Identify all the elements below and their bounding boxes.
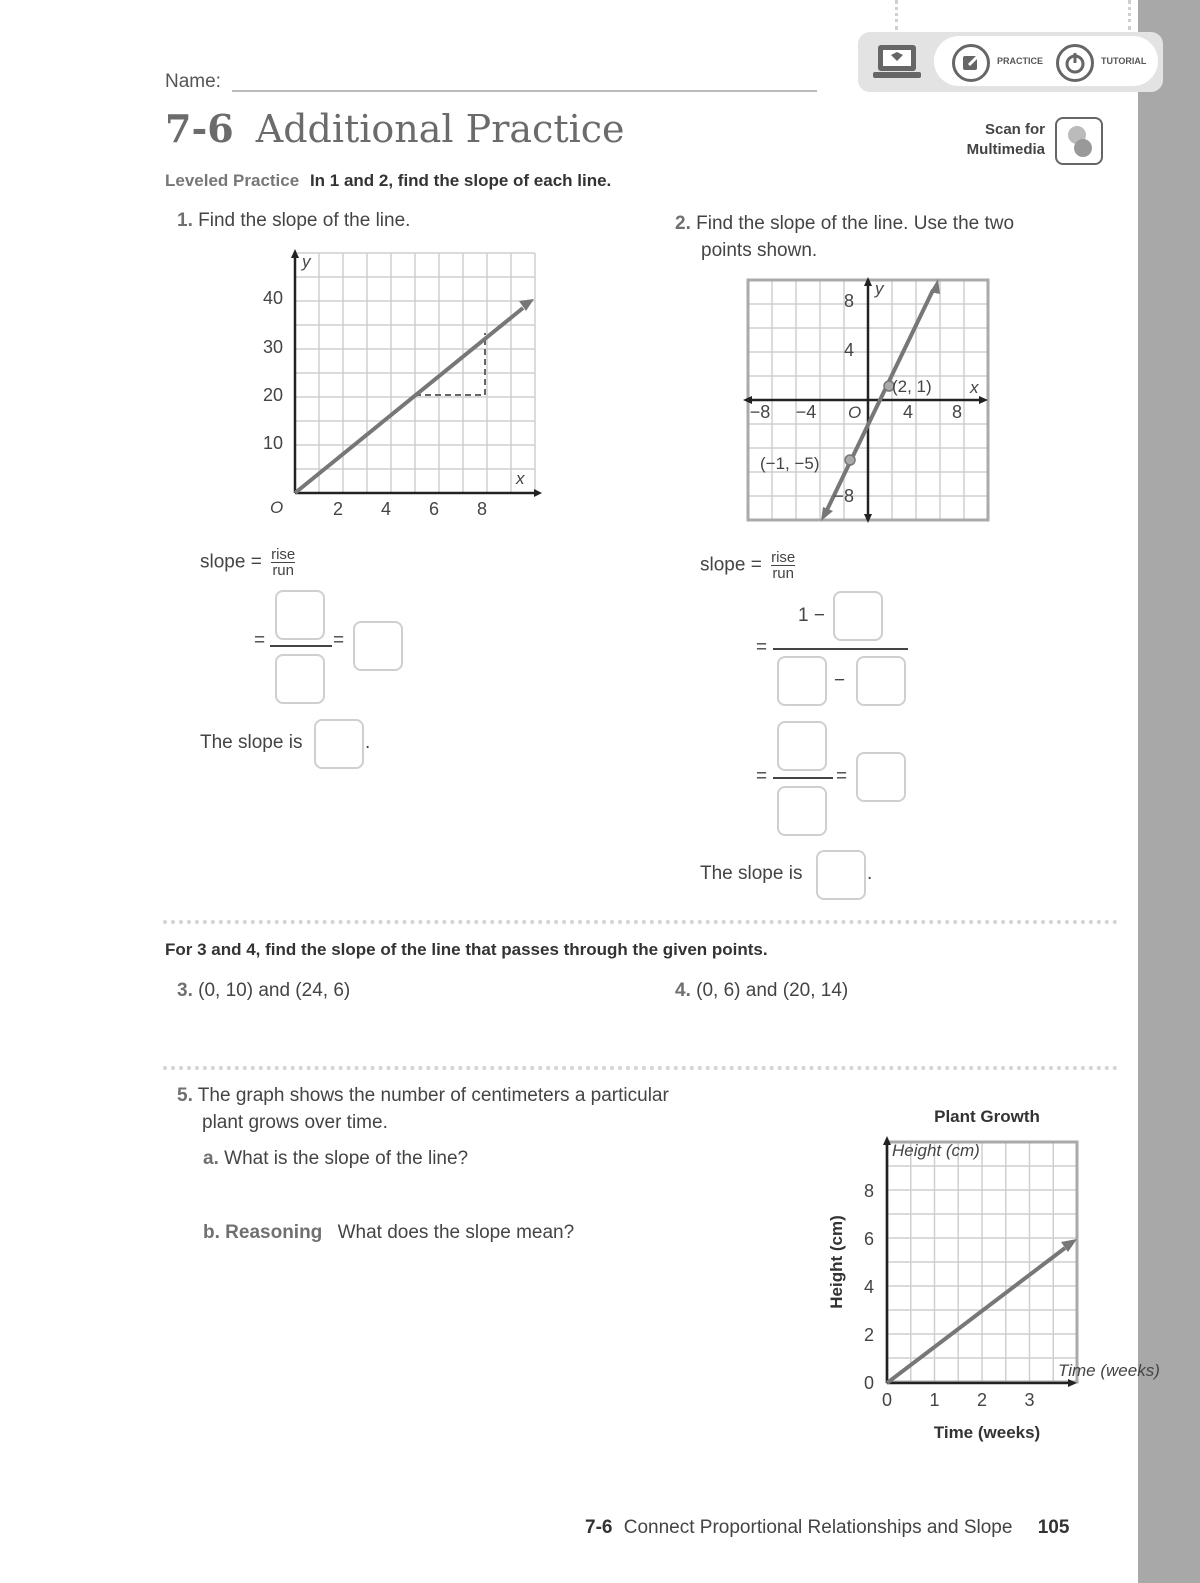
- part-label: b. Reasoning: [203, 1222, 323, 1243]
- x-tick-label: 8: [951, 402, 963, 422]
- tutorial-label[interactable]: TUTORIAL: [1101, 56, 1147, 66]
- plant-growth-chart: [825, 1100, 1160, 1450]
- y-tick-label: 6: [863, 1229, 874, 1249]
- practice-icon[interactable]: [952, 44, 990, 82]
- point-label: (−1, −5): [760, 454, 820, 473]
- x-tick-label: 4: [380, 499, 392, 519]
- x-tick-label: 1: [929, 1390, 940, 1410]
- x-tick-label: 0: [881, 1390, 893, 1410]
- name-field[interactable]: [232, 90, 817, 92]
- scan-for-multimedia: [940, 120, 1045, 160]
- problem-text: points shown.: [701, 240, 818, 261]
- period: .: [365, 732, 371, 753]
- divider: [1128, 0, 1131, 30]
- footer: [585, 1517, 1069, 1539]
- problem-5b: [203, 1222, 574, 1244]
- y-axis-title: Height (cm): [827, 1215, 846, 1309]
- fraction-bar: [773, 648, 908, 650]
- y-tick-label: 8: [863, 1181, 874, 1201]
- chart-title: Plant Growth: [934, 1107, 1040, 1126]
- y-tick-label: 0: [863, 1373, 874, 1393]
- answer-box-y1[interactable]: [833, 591, 883, 641]
- grid: [295, 253, 535, 493]
- lesson-number: 7-6: [165, 106, 234, 151]
- answer-box-run[interactable]: [777, 786, 827, 836]
- tick-labels: [864, 1181, 1035, 1410]
- instruction-text: In 1 and 2, find the slope of each line.: [309, 171, 612, 190]
- minus-sign: −: [834, 670, 846, 691]
- answer-box-final-1[interactable]: [314, 719, 364, 769]
- x-axis-title: Time (weeks): [933, 1423, 1041, 1442]
- answer-box-slope-value[interactable]: [353, 621, 403, 671]
- x-tick-label: 3: [1024, 1390, 1035, 1410]
- y-label: y: [302, 252, 311, 271]
- answer-box-run[interactable]: [275, 654, 325, 704]
- problem-2-prompt: [675, 210, 1014, 264]
- name-label: Name:: [165, 71, 221, 92]
- rise-text: rise: [771, 549, 796, 566]
- point-neg1-neg5: [845, 455, 855, 465]
- graph-line: [295, 308, 523, 493]
- y-label: Height (cm): [892, 1141, 980, 1160]
- answer-box-rise[interactable]: [275, 590, 325, 640]
- slope-label: slope =: [700, 554, 762, 576]
- rise-over-run: [771, 550, 795, 581]
- rise-text: rise: [271, 546, 296, 563]
- graph-line: [887, 1248, 1065, 1383]
- problem-text: plant grows over time.: [202, 1112, 388, 1133]
- numerator-text: 1 −: [798, 605, 825, 626]
- answer-box-final-2[interactable]: [816, 850, 866, 900]
- equals-sign: =: [333, 630, 345, 651]
- answer-prefix: The slope is: [200, 732, 303, 753]
- page-edge-bar: [1138, 0, 1200, 1583]
- graph-problem-1: [255, 245, 555, 535]
- qr-logo-icon[interactable]: [1055, 117, 1103, 165]
- laptop-icon[interactable]: [872, 42, 922, 82]
- answer-prefix: The slope is: [700, 863, 803, 884]
- problem-4: [675, 980, 848, 1002]
- answer-box-rise[interactable]: [777, 721, 827, 771]
- footer-title: Connect Proportional Relationships and Slope: [623, 1517, 1013, 1538]
- part-text: What does the slope mean?: [337, 1222, 575, 1243]
- x-tick-label: 4: [902, 402, 914, 422]
- origin-label: O: [848, 403, 862, 422]
- problem-number: 2.: [675, 213, 691, 234]
- problem-text: (0, 10) and (24, 6): [198, 980, 351, 1001]
- part-label: a.: [203, 1148, 219, 1169]
- lesson-title: Additional Practice: [255, 107, 625, 151]
- problem-3: [177, 980, 350, 1002]
- point-label: (2, 1): [892, 377, 932, 396]
- equals-sign: =: [836, 766, 848, 787]
- problem-5-prompt: [177, 1082, 669, 1136]
- page-number: 105: [1037, 1517, 1070, 1538]
- practice-label[interactable]: PRACTICE: [997, 56, 1044, 66]
- x-label: x: [970, 378, 979, 397]
- x-axis-arrow: [534, 489, 542, 497]
- section-divider: [163, 1066, 1118, 1070]
- y-label: y: [875, 279, 884, 298]
- y-tick-label: 40: [262, 288, 283, 308]
- y-tick-label: 4: [843, 340, 854, 360]
- y-tick-label: 20: [262, 385, 283, 405]
- period: .: [867, 863, 873, 884]
- intro-instruction: [165, 171, 611, 191]
- y-tick-label: −8: [833, 486, 854, 506]
- problem-text: Find the slope of the line.: [198, 210, 411, 231]
- page-title: [165, 106, 625, 151]
- divider: [895, 0, 898, 30]
- problem-text: Find the slope of the line. Use the two: [696, 213, 1015, 234]
- x-tick-label: 2: [332, 499, 344, 519]
- problem-number: 4.: [675, 980, 691, 1001]
- equals-sign: =: [756, 637, 768, 658]
- problem-number: 3.: [177, 980, 193, 1001]
- problem-5a: [203, 1148, 468, 1170]
- scan-line1: Scan for: [984, 121, 1045, 138]
- slope-label: slope =: [200, 551, 262, 573]
- leveled-practice-label: Leveled Practice: [165, 171, 300, 190]
- run-text: run: [272, 562, 294, 579]
- part-text: What is the slope of the line?: [224, 1148, 469, 1169]
- section-instruction: For 3 and 4, find the slope of the line that passes through the given points.: [165, 940, 768, 959]
- equals-sign: =: [756, 766, 768, 787]
- y-tick-label: 10: [262, 433, 283, 453]
- slope-formula-1: [200, 547, 295, 578]
- y-tick-label: 8: [843, 291, 854, 311]
- slope-answer-2: [700, 863, 802, 885]
- y-tick-label: 2: [863, 1325, 874, 1345]
- section-divider: [163, 920, 1118, 924]
- problem-1-prompt: [177, 210, 410, 232]
- rise-over-run: [271, 547, 295, 578]
- y-tick-label: 4: [863, 1277, 874, 1297]
- graph-problem-2: [740, 275, 990, 535]
- run-text: run: [772, 565, 794, 582]
- slope-formula-2: [700, 550, 795, 581]
- x-tick-label: 8: [476, 499, 488, 519]
- tutorial-icon[interactable]: [1056, 44, 1094, 82]
- origin-label: O: [270, 498, 284, 517]
- x-label: x: [516, 469, 525, 488]
- problem-text: (0, 6) and (20, 14): [696, 980, 849, 1001]
- x-label: Time (weeks): [1058, 1361, 1160, 1380]
- x-tick-label: −8: [749, 402, 771, 422]
- x-tick-label: −4: [795, 402, 817, 422]
- y-tick-label: 30: [262, 337, 283, 357]
- fraction-bar: [773, 777, 833, 779]
- problem-number: 5.: [177, 1085, 193, 1106]
- answer-box-slope-value[interactable]: [856, 752, 906, 802]
- fraction-bar: [270, 645, 332, 647]
- answer-box-x2[interactable]: [777, 656, 827, 706]
- problem-text: The graph shows the number of centimeters a particular: [197, 1085, 669, 1106]
- scan-line2: Multimedia: [966, 141, 1045, 158]
- x-tick-label: 6: [428, 499, 440, 519]
- slope-answer-1: [200, 732, 302, 754]
- footer-lesson: 7-6: [585, 1517, 613, 1538]
- equals-sign: =: [254, 630, 266, 651]
- answer-box-x1[interactable]: [856, 656, 906, 706]
- problem-number: 1.: [177, 210, 193, 231]
- x-tick-label: 2: [976, 1390, 988, 1410]
